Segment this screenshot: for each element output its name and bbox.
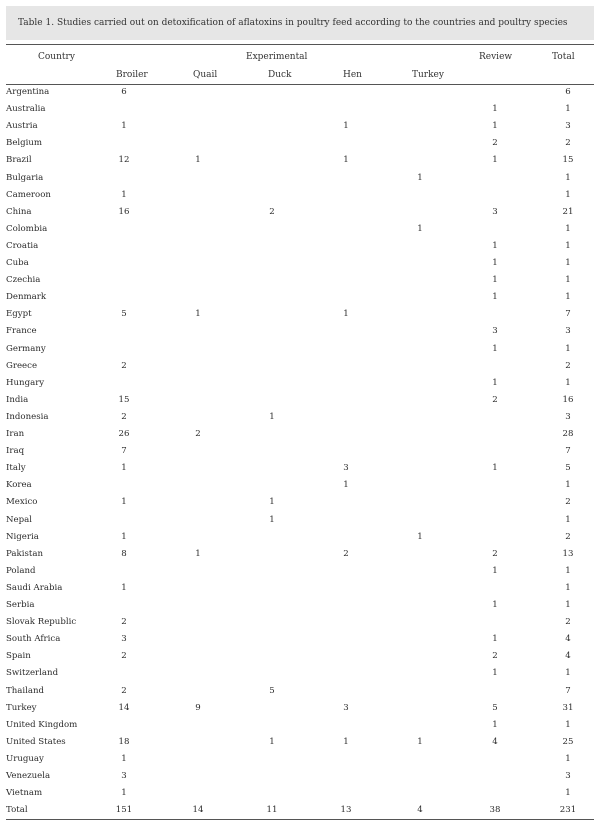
total-cell: 1 <box>565 240 571 251</box>
country-cell: Iraq <box>6 446 25 457</box>
total-cell: 3 <box>565 771 571 781</box>
table-row <box>6 494 594 511</box>
total-cell: 231 <box>559 805 577 816</box>
review-cell: 1 <box>492 240 498 251</box>
review-cell: 1 <box>492 155 498 166</box>
country-cell: Total <box>6 805 28 816</box>
table-row <box>6 118 594 135</box>
country-cell: Thailand <box>6 685 45 696</box>
country-cell: United Kingdom <box>6 719 78 730</box>
country-cell: Greece <box>6 360 38 371</box>
review-cell: 38 <box>489 805 501 816</box>
country-cell: Austria <box>6 121 38 132</box>
table-row <box>6 392 594 409</box>
broiler-cell: 1 <box>121 531 127 542</box>
country-cell: Czechia <box>6 275 41 286</box>
review-cell: 1 <box>492 121 498 132</box>
total-cell: 1 <box>565 104 571 115</box>
total-cell: 1 <box>565 753 571 764</box>
hen-cell: 2 <box>343 548 349 559</box>
table-row <box>6 323 594 340</box>
country-cell: Serbia <box>6 600 35 610</box>
country-cell: Cuba <box>6 258 29 268</box>
duck-cell: 1 <box>269 411 275 422</box>
review-cell: 1 <box>492 377 498 388</box>
hen-cell: 1 <box>343 121 349 132</box>
country-cell: United States <box>6 736 66 747</box>
table-row <box>6 546 594 563</box>
country-cell: Indonesia <box>6 411 49 422</box>
table-row <box>6 563 594 580</box>
total-cell: 1 <box>565 377 571 388</box>
total-cell: 3 <box>565 121 571 132</box>
header-total: Total <box>552 52 575 62</box>
turkey-cell: 1 <box>417 223 423 234</box>
table-row <box>6 751 594 768</box>
review-cell: 4 <box>492 736 498 747</box>
country-cell: Turkey <box>6 702 37 713</box>
total-cell: 1 <box>565 668 571 679</box>
table-row <box>6 238 594 255</box>
total-cell: 1 <box>565 514 571 525</box>
table-row <box>6 443 594 460</box>
table-row <box>6 460 594 477</box>
broiler-cell: 2 <box>121 685 127 696</box>
table-row <box>6 768 594 785</box>
country-cell: Belgium <box>6 138 43 149</box>
table-row <box>6 358 594 375</box>
review-cell: 1 <box>492 668 498 679</box>
table-row <box>6 597 594 614</box>
table-row <box>6 152 594 169</box>
broiler-cell: 18 <box>118 736 130 747</box>
hen-cell: 3 <box>343 463 349 474</box>
country-cell: Argentina <box>6 87 50 97</box>
table-row <box>6 375 594 392</box>
total-cell: 2 <box>565 497 571 508</box>
turkey-cell: 1 <box>417 736 423 747</box>
table-row <box>6 272 594 289</box>
total-cell: 1 <box>565 480 571 491</box>
total-cell: 21 <box>562 206 574 217</box>
turkey-cell: 1 <box>417 531 423 542</box>
review-cell: 1 <box>492 343 498 354</box>
table-row <box>6 580 594 597</box>
review-cell: 2 <box>492 548 498 559</box>
broiler-cell: 1 <box>121 788 127 799</box>
total-cell: 1 <box>565 223 571 234</box>
country-cell: Denmark <box>6 292 47 303</box>
broiler-cell: 2 <box>121 651 127 662</box>
table-row <box>6 135 594 152</box>
table-row <box>6 700 594 717</box>
country-cell: Colombia <box>6 223 48 234</box>
broiler-cell: 2 <box>121 411 127 422</box>
total-cell: 1 <box>565 343 571 354</box>
total-cell: 1 <box>565 719 571 730</box>
header-broiler: Broiler <box>116 70 148 80</box>
table-row <box>6 665 594 682</box>
quail-cell: 2 <box>195 429 201 439</box>
total-cell: 7 <box>565 685 571 696</box>
review-cell: 1 <box>492 463 498 474</box>
table-row <box>6 631 594 648</box>
header-country: Country <box>38 52 75 62</box>
table-row <box>6 101 594 118</box>
country-cell: Korea <box>6 480 32 491</box>
broiler-cell: 2 <box>121 617 127 628</box>
total-cell: 2 <box>565 360 571 371</box>
header-experimental: Experimental <box>246 52 308 62</box>
country-cell: South Africa <box>6 634 61 645</box>
country-cell: Poland <box>6 565 36 576</box>
header-hen: Hen <box>343 70 362 80</box>
country-cell: Saudi Arabia <box>6 582 63 593</box>
review-cell: 1 <box>492 258 498 268</box>
total-cell: 1 <box>565 275 571 286</box>
bottom-rule <box>6 819 594 820</box>
duck-cell: 1 <box>269 736 275 747</box>
country-cell: India <box>6 394 29 405</box>
review-cell: 1 <box>492 634 498 645</box>
total-cell: 13 <box>562 548 574 559</box>
table-row <box>6 221 594 238</box>
total-cell: 3 <box>565 411 571 422</box>
total-cell: 7 <box>565 446 571 457</box>
table-row <box>6 409 594 426</box>
country-cell: Hungary <box>6 377 45 388</box>
broiler-cell: 2 <box>121 360 127 371</box>
table-row <box>6 204 594 221</box>
total-row <box>6 802 594 819</box>
total-cell: 7 <box>565 309 571 320</box>
total-cell: 25 <box>562 736 574 747</box>
review-cell: 2 <box>492 138 498 149</box>
broiler-cell: 6 <box>121 87 127 97</box>
total-cell: 31 <box>562 702 574 713</box>
broiler-cell: 3 <box>121 634 127 645</box>
broiler-cell: 1 <box>121 753 127 764</box>
total-cell: 28 <box>562 429 574 439</box>
country-cell: Australia <box>6 104 46 115</box>
review-cell: 3 <box>492 206 498 217</box>
hen-cell: 13 <box>340 805 352 816</box>
table-row <box>6 341 594 358</box>
table-row <box>6 614 594 631</box>
hen-cell: 3 <box>343 702 349 713</box>
hen-cell: 1 <box>343 155 349 166</box>
country-cell: Mexico <box>6 497 38 508</box>
broiler-cell: 1 <box>121 497 127 508</box>
header-review: Review <box>479 52 513 62</box>
table-caption: Table 1. Studies carried out on detoxification of aflatoxins in poultry feed according to the countries and poultry species <box>6 6 594 40</box>
total-cell: 1 <box>565 292 571 303</box>
review-cell: 2 <box>492 651 498 662</box>
duck-cell: 1 <box>269 514 275 525</box>
total-cell: 5 <box>565 463 571 474</box>
total-cell: 1 <box>565 189 571 200</box>
quail-cell: 14 <box>192 805 204 816</box>
table-row <box>6 84 594 101</box>
broiler-cell: 3 <box>121 771 127 781</box>
broiler-cell: 15 <box>118 394 130 405</box>
table-row <box>6 289 594 306</box>
review-cell: 1 <box>492 292 498 303</box>
total-cell: 3 <box>565 326 571 337</box>
review-cell: 5 <box>492 702 498 713</box>
table-row <box>6 734 594 751</box>
broiler-cell: 16 <box>118 206 130 217</box>
duck-cell: 11 <box>266 805 278 816</box>
duck-cell: 5 <box>269 685 275 696</box>
review-cell: 2 <box>492 394 498 405</box>
total-cell: 2 <box>565 531 571 542</box>
total-cell: 1 <box>565 788 571 799</box>
country-cell: Spain <box>6 651 31 662</box>
header-quail: Quail <box>193 70 218 80</box>
country-cell: Uruguay <box>6 753 44 764</box>
top-rule <box>6 44 594 45</box>
hen-cell: 1 <box>343 480 349 491</box>
table-row <box>6 187 594 204</box>
broiler-cell: 14 <box>118 702 130 713</box>
broiler-cell: 12 <box>118 155 130 166</box>
header-duck: Duck <box>268 70 292 80</box>
total-cell: 1 <box>565 258 571 268</box>
country-cell: Brazil <box>6 155 32 166</box>
country-cell: Switzerland <box>6 668 59 679</box>
table-row <box>6 717 594 734</box>
table-row <box>6 648 594 665</box>
quail-cell: 9 <box>195 702 201 713</box>
hen-cell: 1 <box>343 736 349 747</box>
broiler-cell: 8 <box>121 548 127 559</box>
total-cell: 1 <box>565 600 571 610</box>
header-turkey: Turkey <box>412 70 444 80</box>
country-cell: Venezuela <box>6 771 51 781</box>
broiler-cell: 1 <box>121 121 127 132</box>
table-row <box>6 306 594 323</box>
duck-cell: 1 <box>269 497 275 508</box>
country-cell: Slovak Republic <box>6 617 77 628</box>
broiler-cell: 1 <box>121 582 127 593</box>
country-cell: Pakistan <box>6 548 43 559</box>
broiler-cell: 1 <box>121 189 127 200</box>
table-row <box>6 683 594 700</box>
country-cell: Germany <box>6 343 46 354</box>
total-cell: 4 <box>565 651 571 662</box>
total-cell: 2 <box>565 617 571 628</box>
total-cell: 1 <box>565 582 571 593</box>
country-cell: Nigeria <box>6 531 39 542</box>
country-cell: China <box>6 206 32 217</box>
review-cell: 1 <box>492 104 498 115</box>
table-row <box>6 785 594 802</box>
duck-cell: 2 <box>269 206 275 217</box>
total-cell: 16 <box>562 394 574 405</box>
total-cell: 15 <box>562 155 574 166</box>
broiler-cell: 5 <box>121 309 127 320</box>
total-cell: 1 <box>565 565 571 576</box>
review-cell: 3 <box>492 326 498 337</box>
table-row <box>6 512 594 529</box>
country-cell: Nepal <box>6 514 32 525</box>
broiler-cell: 1 <box>121 463 127 474</box>
review-cell: 1 <box>492 565 498 576</box>
total-cell: 4 <box>565 634 571 645</box>
table-row <box>6 529 594 546</box>
turkey-cell: 1 <box>417 172 423 183</box>
broiler-cell: 26 <box>118 429 130 439</box>
table-row <box>6 477 594 494</box>
turkey-cell: 4 <box>417 805 423 816</box>
broiler-cell: 7 <box>121 446 127 457</box>
country-cell: Vietnam <box>6 788 43 799</box>
country-cell: Cameroon <box>6 189 51 200</box>
review-cell: 1 <box>492 719 498 730</box>
broiler-cell: 151 <box>115 805 133 816</box>
hen-cell: 1 <box>343 309 349 320</box>
country-cell: France <box>6 326 37 337</box>
table-row <box>6 255 594 272</box>
quail-cell: 1 <box>195 155 201 166</box>
review-cell: 1 <box>492 600 498 610</box>
total-cell: 6 <box>565 87 571 97</box>
country-cell: Iran <box>6 429 25 439</box>
table-row <box>6 426 594 443</box>
total-cell: 1 <box>565 172 571 183</box>
table-row <box>6 170 594 187</box>
quail-cell: 1 <box>195 548 201 559</box>
country-cell: Italy <box>6 463 26 474</box>
country-cell: Bulgaria <box>6 172 44 183</box>
review-cell: 1 <box>492 275 498 286</box>
country-cell: Egypt <box>6 309 32 320</box>
quail-cell: 1 <box>195 309 201 320</box>
total-cell: 2 <box>565 138 571 149</box>
country-cell: Croatia <box>6 240 39 251</box>
